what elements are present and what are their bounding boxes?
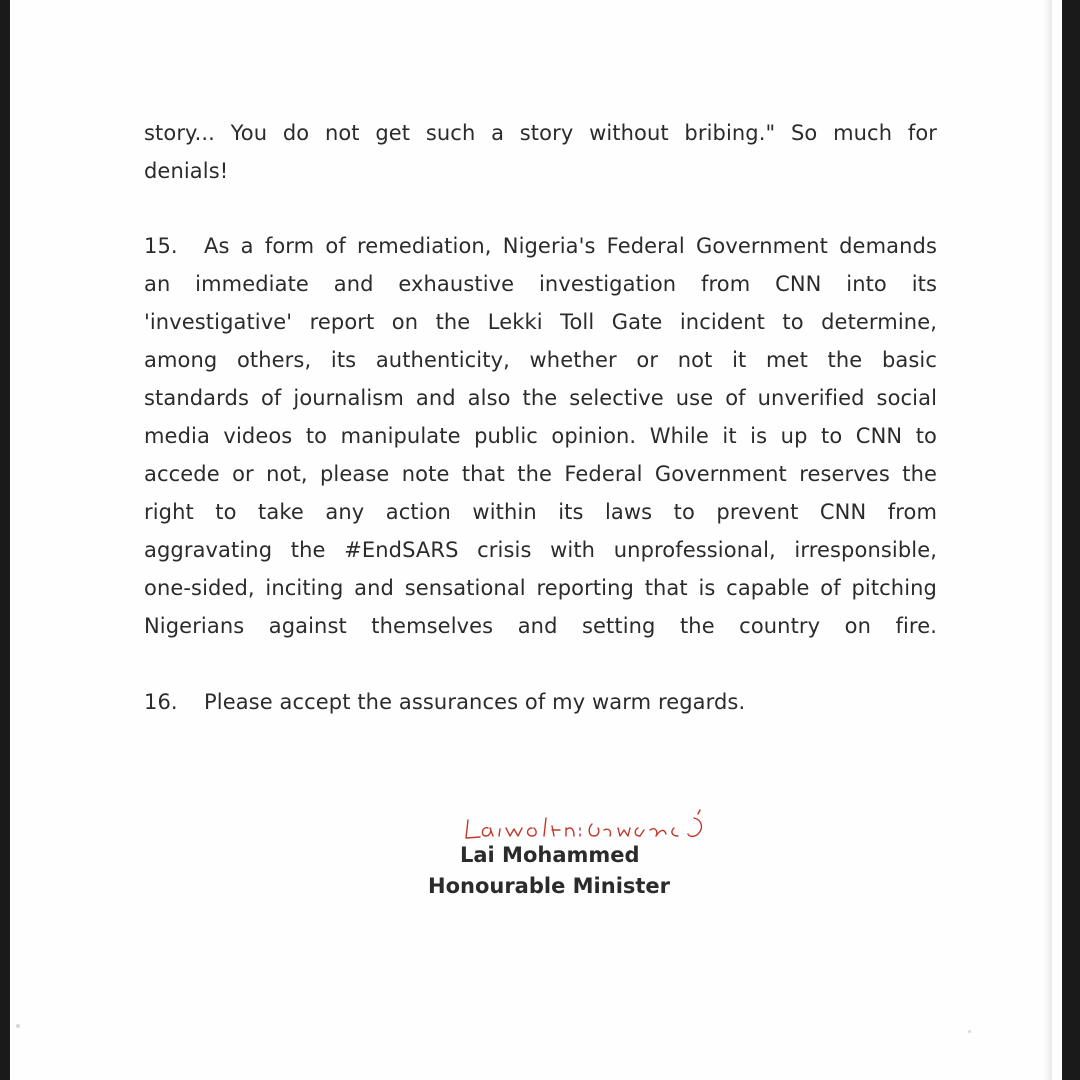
paragraph-line: Nigerians against themselves and setting the country on fire. (144, 614, 937, 638)
handwritten-signature (462, 806, 742, 846)
signatory-title: Honourable Minister (428, 874, 671, 898)
scan-speck (16, 1024, 20, 1028)
paragraph-line-text: Please accept the assurances of my warm regards. (204, 690, 746, 714)
paragraph-line: accede or not, please note that the Federal Government reserves the (144, 462, 937, 486)
paragraph-15 (144, 227, 937, 645)
paragraph-number: 16. (144, 690, 178, 714)
intro-line: denials! (144, 159, 229, 183)
intro-line: story... You do not get such a story without bribing." So much for (144, 121, 937, 145)
paragraph-number: 15. (144, 234, 178, 258)
paragraph-line: standards of journalism and also the selective use of unverified social (144, 386, 937, 410)
paragraph-line: one-sided, inciting and sensational reporting that is capable of pitching (144, 576, 937, 600)
paragraph-line-text: As a form of remediation, Nigeria's Federal Government demands (204, 234, 937, 258)
paragraph-line: 'investigative' report on the Lekki Toll Gate incident to determine, (144, 310, 937, 334)
signatory-name: Lai Mohammed (460, 843, 640, 867)
paragraph-line: right to take any action within its laws to prevent CNN from (144, 500, 937, 524)
intro-paragraph (144, 114, 937, 190)
page-edge-shadow (1044, 0, 1052, 1080)
paragraph-16 (144, 683, 937, 721)
paragraph-line: among others, its authenticity, whether or not it met the basic (144, 348, 937, 372)
paragraph-line: aggravating the #EndSARS crisis with unprofessional, irresponsible, (144, 538, 937, 562)
paragraph-line (144, 683, 937, 721)
paragraph-line (144, 227, 937, 265)
scan-speck (968, 1030, 971, 1033)
paragraph-line: an immediate and exhaustive investigation from CNN into its (144, 272, 937, 296)
document-page (10, 0, 1062, 1080)
paragraph-line: media videos to manipulate public opinion. While it is up to CNN to (144, 424, 937, 448)
